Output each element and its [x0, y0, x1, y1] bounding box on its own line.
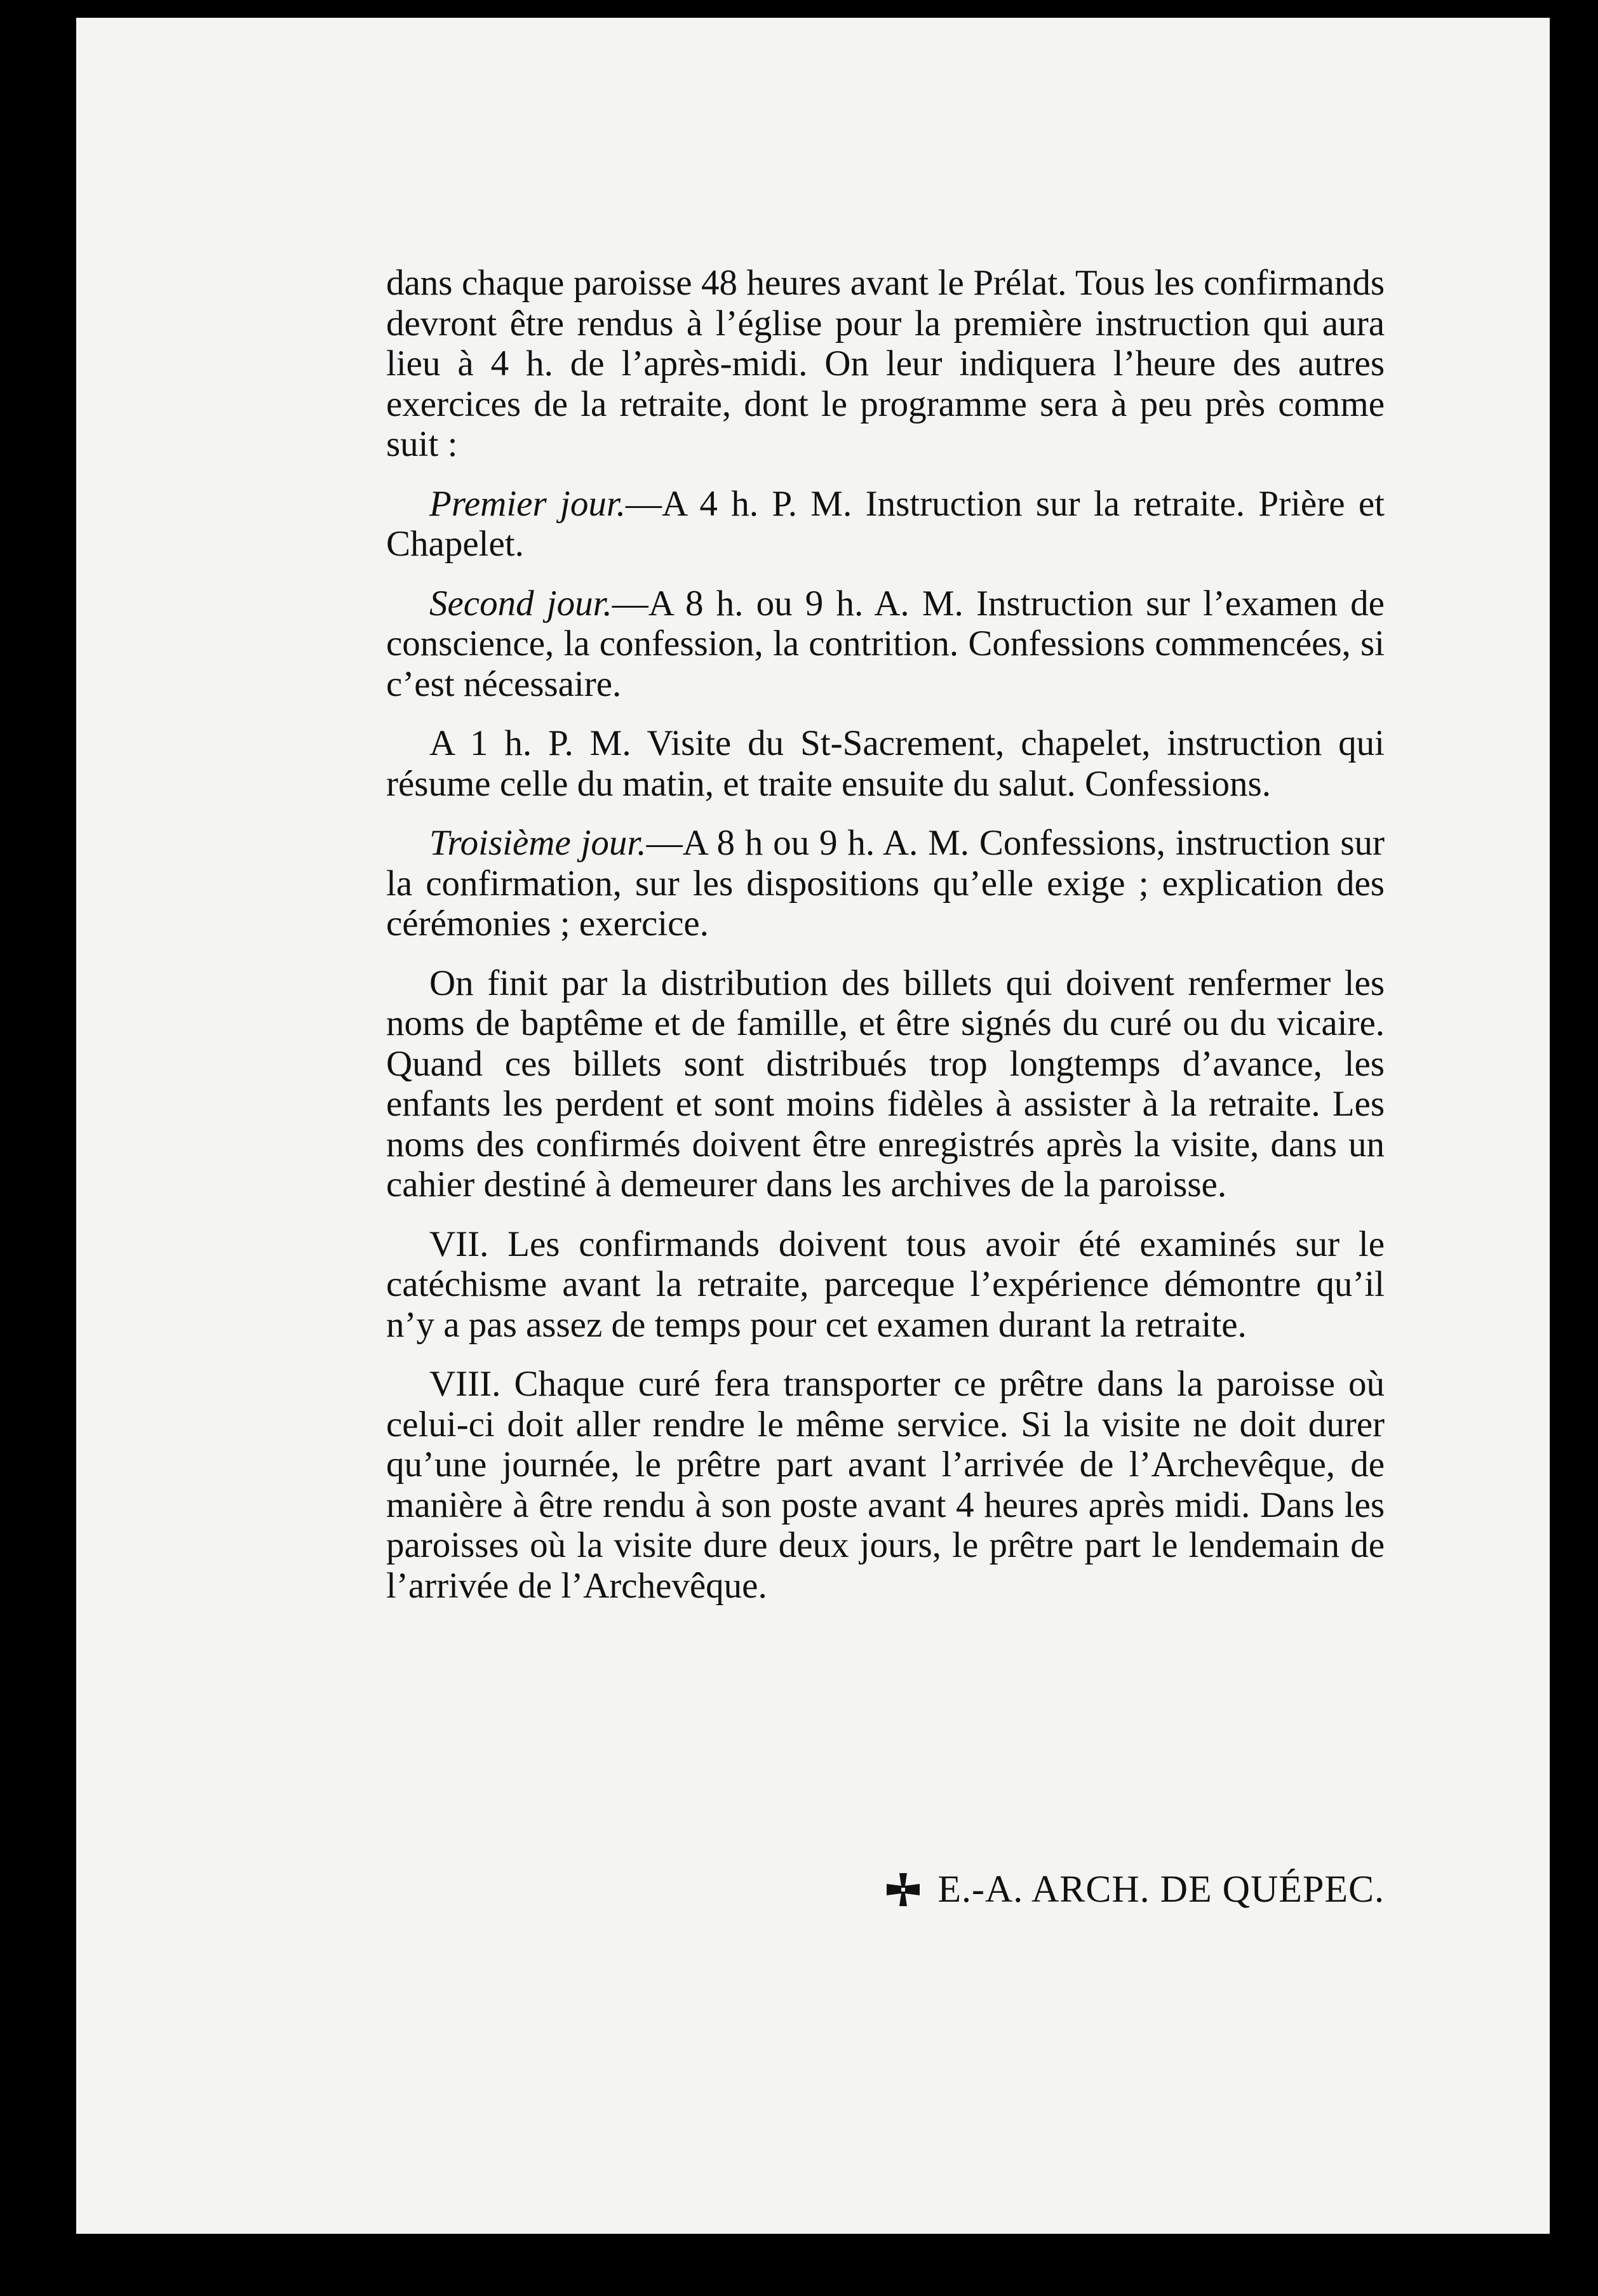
- third-day-heading: Troisième jour.: [429, 823, 647, 863]
- first-day-heading: Premier jour.: [429, 483, 626, 524]
- second-day-text: —A 8 h. ou 9 h. A. M. Instruction sur l’examen de conscience, la confession, la contrition. Confessions commencées, si c’est nécessaire.: [386, 583, 1385, 704]
- second-day-heading: Second jour.: [429, 583, 612, 624]
- document-page: [76, 18, 1550, 2234]
- paragraph-second-day: [386, 584, 1385, 705]
- paragraph-billets: On finit par la distribution des billets qui doivent renfermer les noms de baptême et de famille, et être signés du curé ou du vicaire. Quand ces billets sont distribués trop longtemps d’avance, les enfants les perdent et sont moins fidèles à assister à la retraite. Les noms des confirmés doivent être enregistrés après la visite, dans un cahier destiné à demeurer dans les archives de la paroisse.: [386, 963, 1385, 1205]
- paragraph-vii: VII. Les confirmands doivent tous avoir été examinés sur le catéchisme avant la retraite, parceque l’expérience démontre qu’il n’y a pas assez de temps pour cet examen durant la retraite.: [386, 1224, 1385, 1345]
- signature-text: E.-A. ARCH. DE QUÉPEC.: [937, 1868, 1385, 1910]
- paragraph-continuation: dans chaque paroisse 48 heures avant le Prélat. Tous les confirmands devront être rendus à l’église pour la première instruction qui aura lieu à 4 h. de l’après-midi. On leur indiquera l’heure des autres exercices de la retraite, dont le programme sera à peu près comme suit :: [386, 263, 1385, 464]
- signature: [884, 1869, 1385, 1910]
- paragraph-first-day: [386, 484, 1385, 564]
- third-day-text: —A 8 h ou 9 h. A. M. Confessions, instruction sur la confirmation, sur les dispositions qu’elle exige ; explication des cérémonies ; exercice.: [386, 823, 1385, 944]
- first-day-text: —A 4 h. P. M. Instruction sur la retraite. Prière et Chapelet.: [386, 483, 1385, 564]
- document-body: [386, 263, 1385, 1910]
- cross-pattee-icon: [884, 1871, 922, 1909]
- paragraph-viii: VIII. Chaque curé fera transporter ce prêtre dans la paroisse où celui-ci doit aller rendre le même service. Si la visite ne doit durer qu’une journée, le prêtre part avant l’arrivée de l’Archevêque, de manière à être rendu à son poste avant 4 heures après midi. Dans les paroisses où la visite dure deux jours, le prêtre part le lendemain de l’arrivée de l’Archevêque.: [386, 1364, 1385, 1606]
- paragraph-third-day: [386, 823, 1385, 944]
- paragraph-afternoon: A 1 h. P. M. Visite du St-Sacrement, chapelet, instruction qui résume celle du matin, et traite ensuite du salut. Confessions.: [386, 723, 1385, 804]
